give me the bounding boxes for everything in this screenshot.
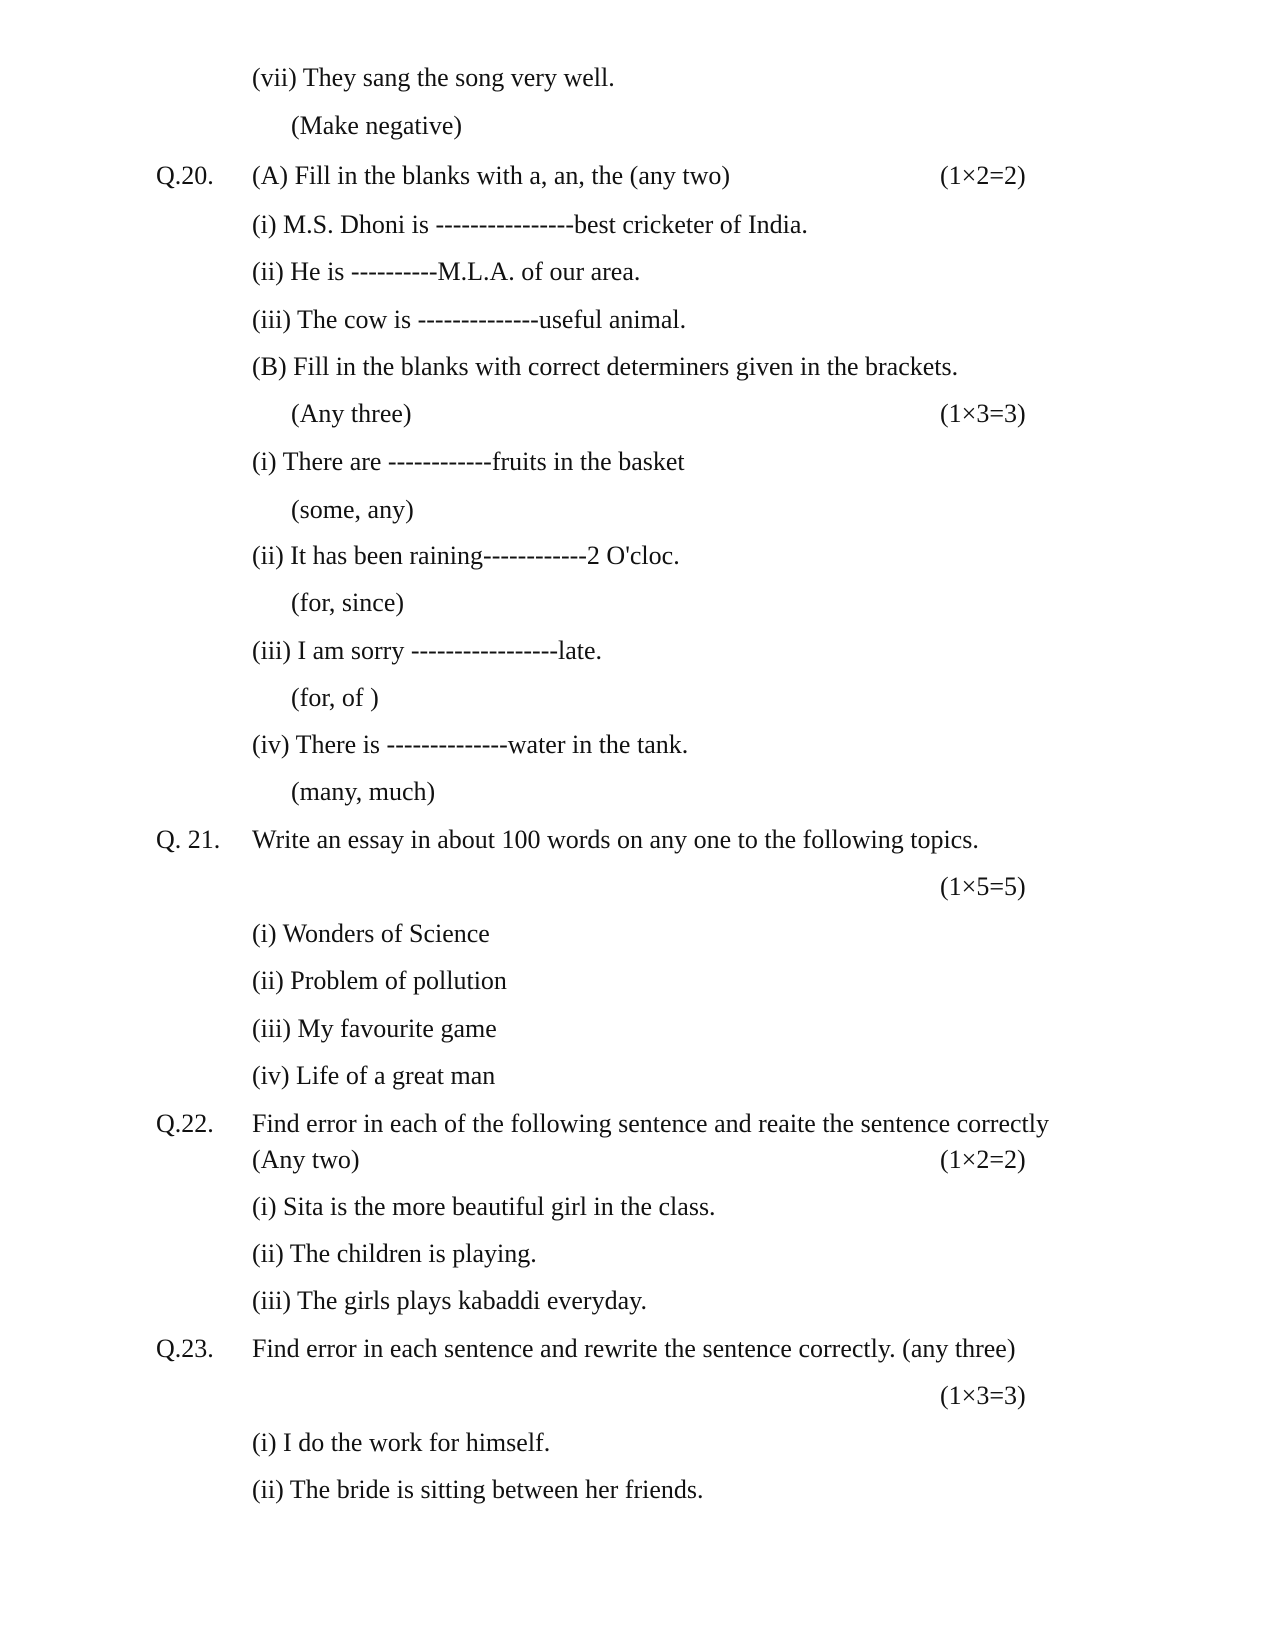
- document-line: [0, 1379, 1275, 1413]
- document-line: [0, 1426, 1275, 1460]
- document-line: [0, 350, 1275, 384]
- question-text: Write an essay in about 100 words on any one to the following topics.: [252, 825, 979, 854]
- document-line: [0, 964, 1275, 998]
- question-text: (A) Fill in the blanks with a, an, the (any two): [252, 161, 731, 190]
- question-text: (ii) Problem of pollution: [252, 966, 507, 995]
- document-line: [0, 1143, 1275, 1177]
- document-line: [0, 109, 1275, 143]
- document-line: [0, 159, 1275, 193]
- document-line: [0, 1190, 1275, 1224]
- question-text: (iii) The cow is --------------useful animal.: [252, 305, 687, 334]
- question-number: Q.20.: [156, 161, 214, 190]
- question-text: (i) M.S. Dhoni is ----------------best cricketer of India.: [252, 210, 808, 239]
- question-text: (Any three): [291, 399, 412, 428]
- document-line: [0, 1107, 1275, 1141]
- document-line: [0, 61, 1275, 95]
- question-text: (many, much): [291, 777, 436, 806]
- question-text: (for, since): [291, 588, 405, 617]
- marks-label: (1×3=3): [940, 1381, 1026, 1410]
- marks-label: (1×2=2): [940, 161, 1026, 190]
- document-line: [0, 681, 1275, 715]
- question-number: Q.23.: [156, 1334, 214, 1363]
- document-line: [0, 397, 1275, 431]
- question-text: Find error in each of the following sentence and reaite the sentence correctly: [252, 1109, 1049, 1138]
- question-text: (ii) The children is playing.: [252, 1239, 537, 1268]
- document-line: [0, 1059, 1275, 1093]
- marks-label: (1×3=3): [940, 399, 1026, 428]
- document-line: [0, 870, 1275, 904]
- document-line: [0, 917, 1275, 951]
- question-number: Q.22.: [156, 1109, 214, 1138]
- document-line: [0, 303, 1275, 337]
- marks-label: (1×5=5): [940, 872, 1026, 901]
- document-line: [0, 1473, 1275, 1507]
- question-text: (i) I do the work for himself.: [252, 1428, 551, 1457]
- document-line: [0, 539, 1275, 573]
- question-text: (iii) My favourite game: [252, 1014, 497, 1043]
- document-line: [0, 728, 1275, 762]
- question-text: (i) There are ------------fruits in the basket: [252, 447, 685, 476]
- document-line: [0, 1237, 1275, 1271]
- question-text: (ii) It has been raining------------2 O'cloc.: [252, 541, 680, 570]
- question-text: (iv) Life of a great man: [252, 1061, 496, 1090]
- question-number: Q. 21.: [156, 825, 221, 854]
- document-line: [0, 255, 1275, 289]
- question-text: (Make negative): [291, 111, 463, 140]
- document-line: [0, 823, 1275, 857]
- question-text: (iii) I am sorry -----------------late.: [252, 636, 603, 665]
- question-text: (ii) He is ----------M.L.A. of our area.: [252, 257, 641, 286]
- document-line: [0, 1284, 1275, 1318]
- marks-label: (1×2=2): [940, 1145, 1026, 1174]
- question-text: (Any two): [252, 1145, 360, 1174]
- document-line: [0, 493, 1275, 527]
- question-text: (ii) The bride is sitting between her friends.: [252, 1475, 704, 1504]
- question-text: (i) Sita is the more beautiful girl in the class.: [252, 1192, 716, 1221]
- document-line: [0, 445, 1275, 479]
- question-text: Find error in each sentence and rewrite the sentence correctly. (any three): [252, 1334, 1016, 1363]
- document-line: [0, 775, 1275, 809]
- question-text: (for, of ): [291, 683, 379, 712]
- question-text: (vii) They sang the song very well.: [252, 63, 615, 92]
- question-text: (iv) There is --------------water in the tank.: [252, 730, 689, 759]
- document-line: [0, 208, 1275, 242]
- question-text: (iii) The girls plays kabaddi everyday.: [252, 1286, 647, 1315]
- question-text: (some, any): [291, 495, 414, 524]
- question-text: (i) Wonders of Science: [252, 919, 490, 948]
- document-line: [0, 586, 1275, 620]
- document-line: [0, 1012, 1275, 1046]
- document-line: [0, 1332, 1275, 1366]
- document-line: [0, 634, 1275, 668]
- question-text: (B) Fill in the blanks with correct determiners given in the brackets.: [252, 352, 959, 381]
